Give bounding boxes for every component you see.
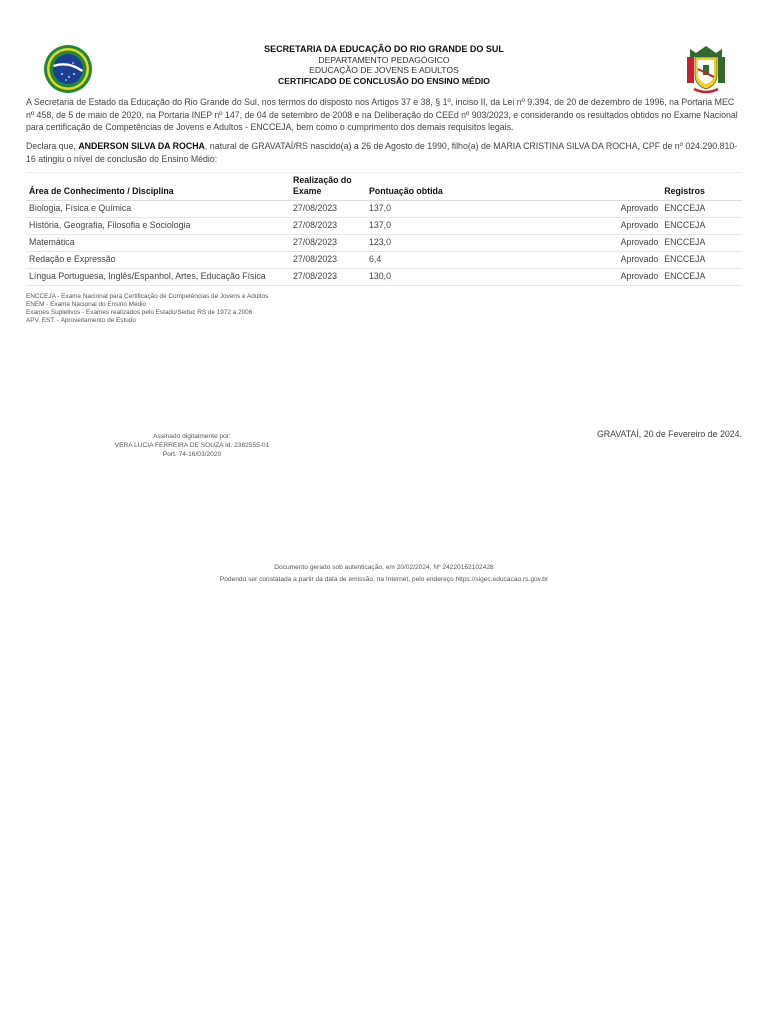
cell-date: 27/08/2023 <box>290 235 366 252</box>
table-row <box>26 235 742 252</box>
header-org: SECRETARIA DA EDUCAÇÃO DO RIO GRANDE DO SUL <box>264 44 504 54</box>
cell-status: Aprovado <box>481 252 661 269</box>
cell-area: Língua Portuguesa, Inglês/Espanhol, Artes, Educação Física <box>26 269 290 286</box>
cell-date: 27/08/2023 <box>290 252 366 269</box>
place-and-date: GRAVATAÍ, 20 de Fevereiro de 2024. <box>596 429 742 439</box>
table-row <box>26 218 742 235</box>
header-records: Registros <box>661 173 717 201</box>
cell-record: ENCCEJA <box>661 235 717 252</box>
cell-status: Aprovado <box>481 235 661 252</box>
legend-item: Exames Supletivos - Exames realizados pelo Estado/Seduc RS de 1972 a 2006 <box>26 309 253 316</box>
cell-area: História, Geografia, Filosofia e Sociologia <box>26 218 290 235</box>
cell-record: ENCCEJA <box>661 201 717 218</box>
table-row <box>26 201 742 218</box>
abbreviation-legend <box>26 293 268 325</box>
footer-verify-line: Podendo ser constatada a partir da data de emissão, na Internet, pelo endereço https://sigec.educacao.rs.gov.br <box>219 576 549 583</box>
cell-score: 137,0 <box>366 218 481 235</box>
header-exam-date: Realização do Exame <box>290 173 366 201</box>
table-row <box>26 269 742 286</box>
cell-score: 6,4 <box>366 252 481 269</box>
document-header <box>150 44 618 86</box>
header-score: Pontuação obtida <box>366 173 661 201</box>
declaration-paragraph <box>26 140 742 165</box>
legend-item: APV. EST. - Aproveitamento de Estudo <box>26 317 136 324</box>
legend-item: ENCCEJA - Exame Nacional para Certificação de Competências de Jovens e Adultos <box>26 293 269 300</box>
digital-signature <box>92 432 292 459</box>
footer-auth-line: Documento gerado sob autenticação, em 20/02/2024, Nº 24220152102428 <box>274 564 494 571</box>
table-row <box>26 252 742 269</box>
signature-label: Assinado digitalmente por: <box>153 433 231 440</box>
rs-coat-of-arms-logo <box>684 43 728 95</box>
authentication-footer <box>100 562 668 586</box>
header-spacer <box>717 173 742 201</box>
brazil-seal-logo <box>42 44 94 94</box>
signatory-name: VERA LUCIA FERREIRA DE SOUZA Id. 2382555-01 <box>114 442 270 449</box>
cell-record: ENCCEJA <box>661 218 717 235</box>
header-division: EDUCAÇÃO DE JOVENS E ADULTOS <box>309 65 459 75</box>
signatory-ordinance: Port. 74-16/03/2020 <box>162 451 222 458</box>
cell-record: ENCCEJA <box>661 269 717 286</box>
declaration-rest: , natural de GRAVATAÍ/RS nascido(a) a 26 de Agosto de 1990, filho(a) de MARIA CRISTINA SILVA DA ROCHA, CPF de nº 024.290.810-16 atingiu o nível de conclusão do Ensino Médio: <box>26 141 738 164</box>
cell-date: 27/08/2023 <box>290 218 366 235</box>
cell-status: Aprovado <box>481 201 661 218</box>
document-title: CERTIFICADO DE CONCLUSÃO DO ENSINO MÉDIO <box>278 75 490 86</box>
cell-score: 137,0 <box>366 201 481 218</box>
legend-item: ENEM - Exame Nacional do Ensino Médio <box>26 301 147 308</box>
cell-score: 123,0 <box>366 235 481 252</box>
cell-date: 27/08/2023 <box>290 201 366 218</box>
cell-area: Redação e Expressão <box>26 252 290 269</box>
cell-area: Biologia, Física e Química <box>26 201 290 218</box>
intro-paragraph: A Secretaria de Estado da Educação do Rio Grande do Sul, nos termos do disposto nos Artigos 37 e 38, § 1º, inciso II, da Lei nº 9.394, de 20 de dezembro de 1996, na Portaria MEC nº 458, de 5 de maio de 2020, na Portaria INEP nº 147, de 04 de setembro de 2008 e na Deliberação do CEEd nº 903/2023, e considerando os resultados obtidos no Exame Nacional para certificação de Competências de Jovens e Adultos - ENCCEJA, bem como o cumprimento dos demais requisitos legais. <box>26 97 738 132</box>
cell-score: 130,0 <box>366 269 481 286</box>
student-name: ANDERSON SILVA DA ROCHA <box>78 141 205 151</box>
results-table <box>26 172 742 286</box>
cell-date: 27/08/2023 <box>290 269 366 286</box>
declaration-prefix: Declara que, <box>26 141 79 151</box>
cell-record: ENCCEJA <box>661 252 717 269</box>
header-department: DEPARTAMENTO PEDAGÓGICO <box>318 54 450 65</box>
header-area: Área de Conhecimento / Disciplina <box>26 173 290 201</box>
cell-status: Aprovado <box>481 269 661 286</box>
cell-area: Matemática <box>26 235 290 252</box>
table-header-row <box>26 173 742 201</box>
cell-status: Aprovado <box>481 218 661 235</box>
